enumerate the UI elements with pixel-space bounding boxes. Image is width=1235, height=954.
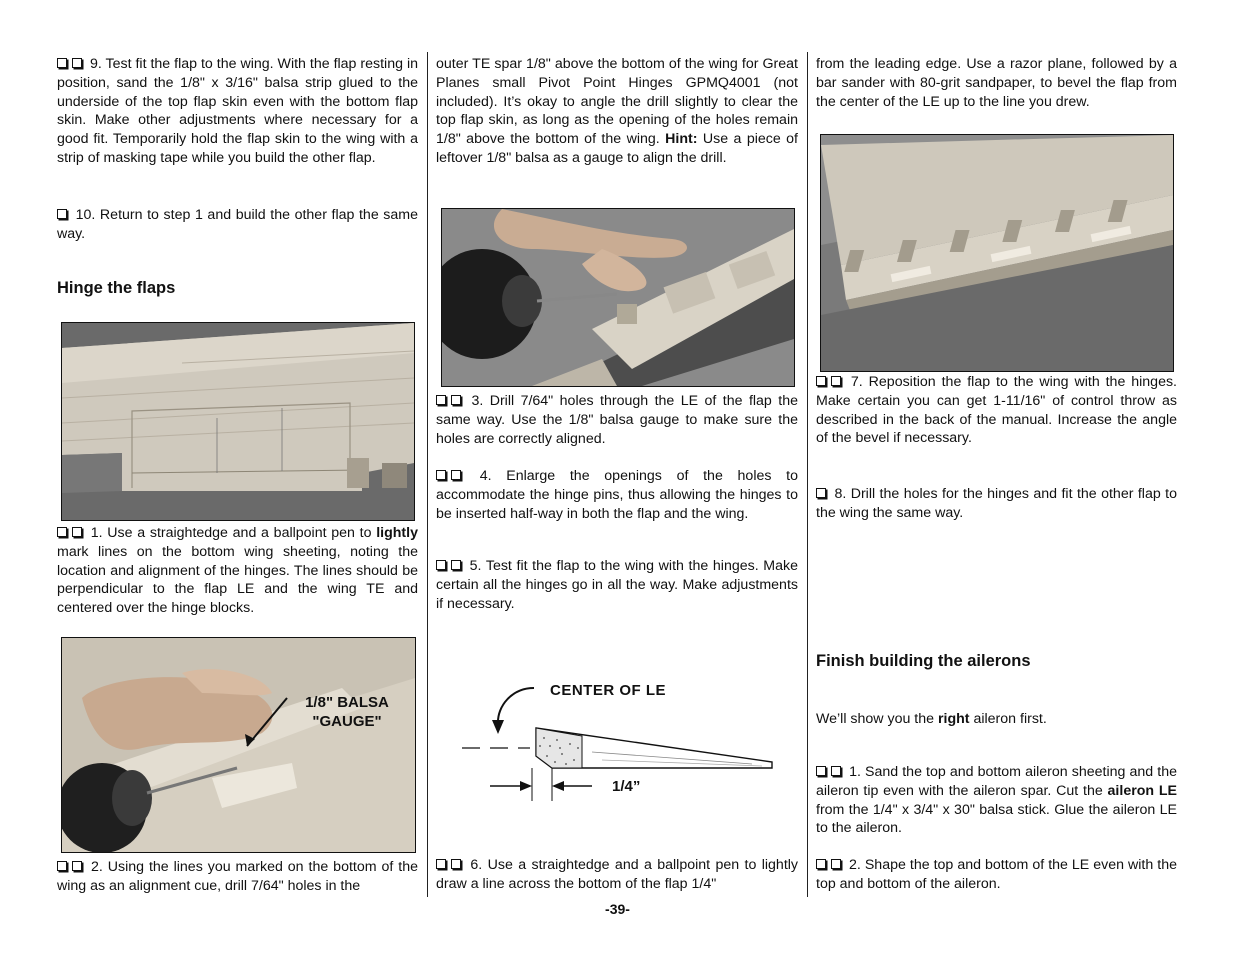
intro-text-continued: aileron first. — [973, 711, 1047, 727]
step-6-paragraph — [436, 856, 798, 894]
step-7-paragraph — [816, 373, 1177, 448]
aileron-step-1-text-continued: from the 1/4" x 3/4" x 30" balsa stick. Glue the aileron LE to the aileron. — [816, 801, 1177, 837]
step-6-text: 6. Use a straightedge and a ballpoint pen to lightly draw a line across the bottom of the flap 1/4" — [436, 857, 799, 892]
checkbox[interactable] — [816, 488, 826, 498]
aileron-step-1-paragraph — [816, 763, 1177, 838]
step-8-text: 8. Drill the holes for the hinges and fit the other flap to the wing the same way. — [816, 486, 1177, 521]
checkbox[interactable] — [451, 859, 461, 869]
checkbox[interactable] — [816, 859, 826, 869]
intro-bold-text: right — [937, 711, 970, 727]
photo-callout-label — [292, 693, 402, 731]
checkbox[interactable] — [72, 527, 82, 537]
section-heading-hinge-flaps: Hinge the flaps — [57, 279, 176, 297]
diagram-label-dimension: 1/4” — [612, 778, 641, 795]
page-number: -39- — [605, 901, 630, 917]
drill-flap-illustration — [442, 209, 794, 386]
checkbox[interactable] — [436, 470, 446, 480]
step-1-text: 1. Use a straightedge and a ballpoint pen to — [90, 525, 372, 541]
step-1-paragraph — [57, 524, 418, 618]
checkbox[interactable] — [72, 861, 82, 871]
step-9-text: 9. Test fit the flap to the wing. With the flap resting in position, sand the 1/8" x 3/16" balsa strip glued to the underside of the top flap skin even with the bottom flap skin. Make other adjustments where necessary for a good fit. Temporarily hold the flap skin to the wing with a strip of masking tape while you build the other flap. — [57, 56, 418, 166]
checkbox[interactable] — [436, 560, 446, 570]
step-2-paragraph — [57, 858, 418, 896]
checkbox[interactable] — [57, 527, 67, 537]
photo-drill-flap-le — [441, 208, 795, 387]
step-7-text: 7. Reposition the flap to the wing with the hinges. Make certain you can get 1-11/16" of control throw as described in the back of the manual. Increase the angle of the bevel if necessary. — [816, 374, 1177, 447]
checkbox[interactable] — [831, 376, 841, 386]
checkbox[interactable] — [436, 859, 446, 869]
checkbox[interactable] — [57, 861, 67, 871]
checkbox[interactable] — [451, 395, 461, 405]
column-divider — [427, 52, 428, 897]
column-divider — [807, 52, 808, 897]
step-3-text: 3. Drill 7/64" holes through the LE of the flap the same way. Use the 1/8" balsa gauge to make sure the holes are correctly aligned. — [436, 393, 798, 447]
photo-flap-hinges — [820, 134, 1174, 372]
checkbox[interactable] — [831, 859, 841, 869]
step-8-paragraph — [816, 485, 1177, 523]
step-4-paragraph — [436, 467, 798, 523]
step-1-text-continued: mark lines on the bottom wing sheeting, noting the location and alignment of the hinges. The lines should be perpendicular to the flap LE and the wing TE and centered over the hinge blocks. — [57, 543, 418, 617]
step-1-bold-text: lightly — [376, 525, 418, 541]
hint-text: Use a piece of leftover 1/8" balsa as a gauge to align the drill. — [436, 131, 798, 166]
drill-gauge-illustration — [62, 638, 415, 852]
aileron-step-2-text: 2. Shape the top and bottom of the LE even with the top and bottom of the aileron. — [816, 857, 1177, 892]
photo-drill-balsa-gauge — [61, 637, 416, 853]
step-10-paragraph — [57, 206, 418, 244]
bevel-diagram — [452, 676, 797, 806]
callout-line-2: "GAUGE" — [312, 713, 382, 730]
wing-photo-illustration — [62, 323, 414, 520]
flap-hinges-illustration — [821, 135, 1173, 371]
aileron-step-2-paragraph — [816, 856, 1177, 894]
continued-text: outer TE spar 1/8" above the bottom of the wing for Great Planes small Pivot Point Hinges GPMQ4001 (not included). It’s okay to angle the drill slightly to clear the top flap skin, as long as the opening of the holes remain 1/8" above the bottom of the wing. — [436, 56, 798, 148]
callout-line-1: 1/8" BALSA — [305, 694, 389, 711]
aileron-step-1-text: 1. Sand the top and bottom aileron sheeting and the aileron tip even with the aileron spar. Cut the — [816, 764, 1177, 799]
aileron-step-1-bold-text: aileron LE — [1107, 782, 1177, 799]
continued-paragraph — [816, 55, 1177, 111]
step-10-text: 10. Return to step 1 and build the other flap the same way. — [57, 207, 418, 242]
checkbox[interactable] — [57, 209, 67, 219]
intro-text: We’ll show you the — [816, 711, 935, 727]
section-heading-ailerons: Finish building the ailerons — [816, 652, 1031, 670]
step-4-text: 4. Enlarge the openings of the holes to accommodate the hinge pins, thus allowing the hinges to be inserted half-way in both the flap and the wing. — [436, 468, 798, 522]
checkbox[interactable] — [451, 470, 461, 480]
checkbox[interactable] — [831, 766, 841, 776]
checkbox[interactable] — [436, 395, 446, 405]
checkbox[interactable] — [57, 58, 67, 68]
step-9-paragraph — [57, 55, 418, 168]
diagram-label-center-le: CENTER OF LE — [550, 682, 667, 699]
checkbox[interactable] — [451, 560, 461, 570]
hint-label: Hint: — [665, 131, 698, 148]
step-5-text: 5. Test fit the flap to the wing with the hinges. Make certain all the hinges go in all the way. Make adjustments if necessary. — [436, 558, 798, 612]
continued-text: from the leading edge. Use a razor plane, followed by a bar sander with 80-grit sandpaper, to bevel the flap from the center of the LE up to the line you drew. — [816, 56, 1177, 110]
photo-wing-hinge-lines — [61, 322, 415, 521]
checkbox[interactable] — [816, 376, 826, 386]
step-5-paragraph — [436, 557, 798, 613]
checkbox[interactable] — [72, 58, 82, 68]
step-3-paragraph — [436, 392, 798, 448]
step-2-text: 2. Using the lines you marked on the bottom of the wing as an alignment cue, drill 7/64" holes in the — [57, 859, 418, 894]
checkbox[interactable] — [816, 766, 826, 776]
ailerons-intro — [816, 710, 1177, 729]
continued-paragraph — [436, 55, 798, 168]
